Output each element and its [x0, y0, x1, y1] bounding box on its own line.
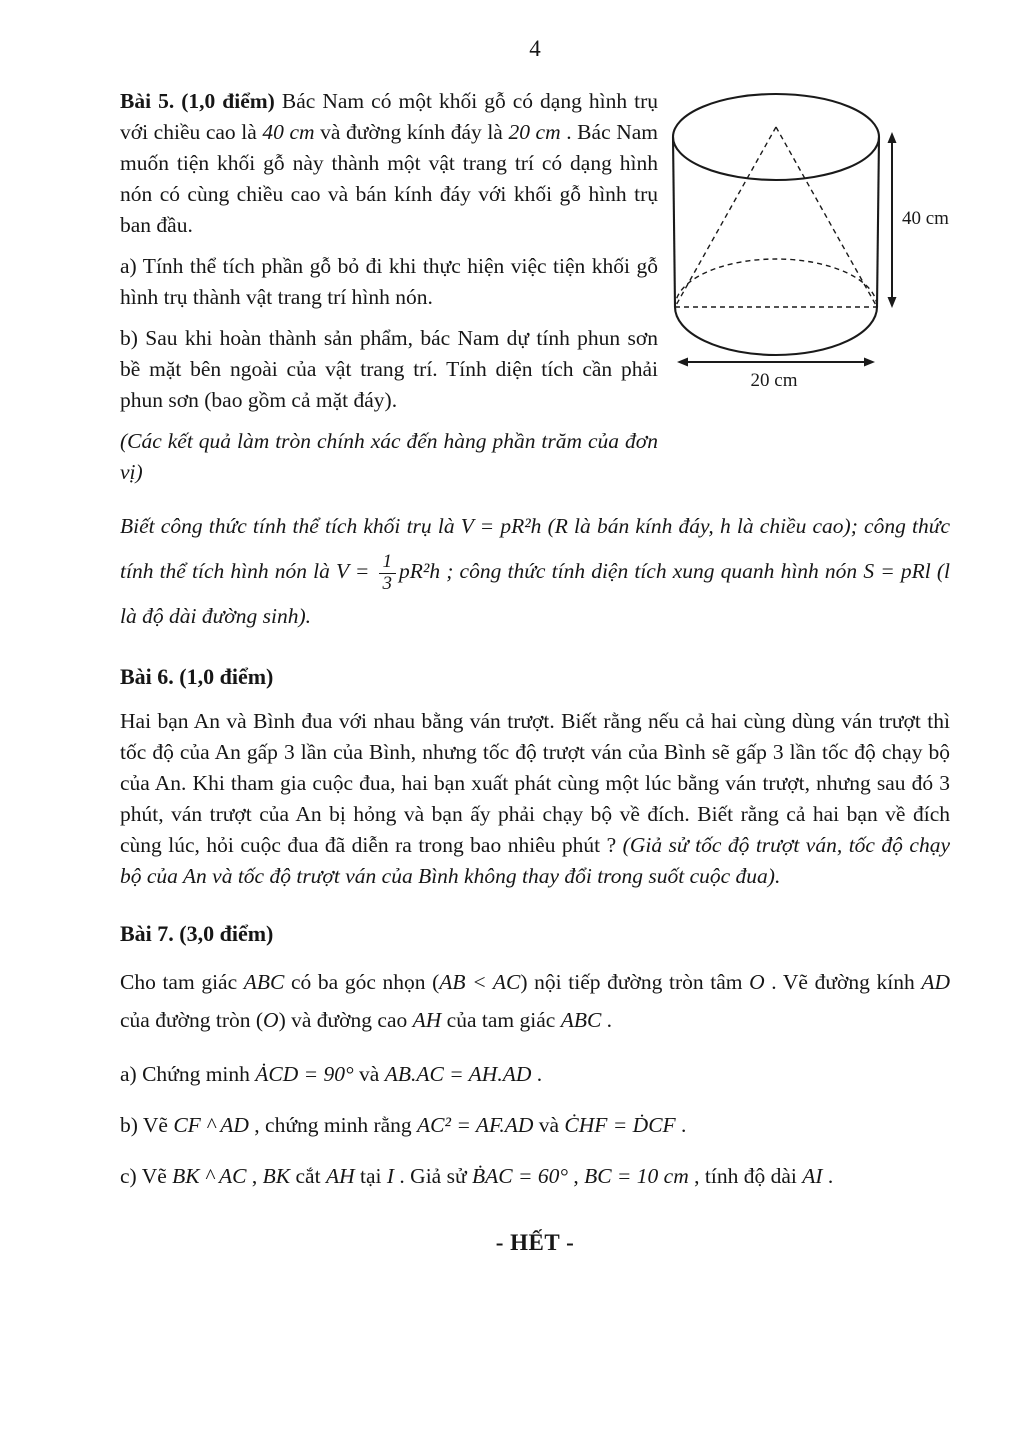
item-b-run-2: , chứng minh rằng	[248, 1112, 418, 1137]
item-a-run-2: và	[353, 1061, 385, 1086]
bai6-body-italic: (Giả sử tốc độ trượt ván, tốc độ chạy bộ của An và tốc độ trượt ván của Bình không thay đổi trong suốt cuộc đua).	[120, 832, 950, 888]
bai7-intro-paragraph	[120, 963, 950, 1039]
math-ad: AD	[921, 969, 951, 994]
bai7-item-a	[120, 1059, 950, 1090]
item-b-run-0: b) Vẽ	[120, 1112, 174, 1137]
bottom-ellipse-back-arc	[675, 259, 877, 307]
math-angle-bac-60: ḂAC = 60°	[471, 1163, 568, 1188]
math-bk-perp-ac: BK ^ AC	[172, 1163, 247, 1188]
math-ab-lt-ac: AB < AC	[439, 969, 521, 994]
bai6-body-normal: Hai bạn An và Bình đua với nhau bằng ván trượt. Biết rằng nếu cả hai cùng dùng ván trượt thì tốc độ của An gấp 3 lần của Bình, nhưng tốc độ trượt ván của Bình sẽ gấp 3 lần tốc độ chạy bộ của An. Khi tham gia cuộc đua, hai bạn xuất phát cùng một lúc bằng ván trượt, nhưng sau đó 3 phút, ván trượt của An bị hỏng và bạn ấy phải chạy bộ về đích. Biết rằng cả hai bạn về đích cùng lúc, hỏi cuộc đua đã diễn ra trong bao nhiêu phút ?	[120, 708, 950, 857]
math-bc-10cm: BC = 10 cm	[584, 1163, 689, 1188]
bai5-rounding-note: (Các kết quả làm tròn chính xác đến hàng phần trăm của đơn vị)	[120, 429, 658, 484]
item-c-run-12: , tính độ dài	[688, 1163, 803, 1188]
math-angle-acd: ȦCD = 90°	[255, 1061, 354, 1086]
bai5-intro-run-4: . Bác Nam muốn tiện khối gỗ này thành một vật trang trí có dạng hình nón có cùng chiều cao và bán kính đáy với khối gỗ hình trụ ban đầu.	[120, 120, 658, 237]
width-arrow	[677, 358, 875, 367]
math-abc: ABC	[243, 969, 285, 994]
bai7-item-b	[120, 1110, 950, 1141]
bai5-heading: Bài 5. (1,0 điểm)	[120, 89, 275, 113]
cylinder-left-side	[673, 137, 675, 307]
item-b-run-6: .	[675, 1112, 687, 1137]
bai7-intro-run-2: có ba góc nhọn (	[284, 969, 440, 994]
bai5-intro-paragraph	[120, 86, 658, 241]
bai7-heading: Bài 7. (3,0 điểm)	[120, 920, 274, 946]
bai5-intro-measure-40: 40 cm	[262, 120, 315, 144]
math-abc-2: ABC	[560, 1007, 602, 1032]
math-ah-2: AH	[325, 1163, 355, 1188]
bai5-item-b: b) Sau khi hoàn thành sản phẩm, bác Nam dự tính phun sơn bề mặt bên ngoài của vật trang trí. Tính diện tích cần phải phun sơn (bao gồm cả mặt đáy).	[120, 326, 658, 412]
item-c-run-10: ,	[567, 1163, 585, 1188]
one-third-fraction	[379, 552, 397, 594]
item-c-run-8: . Giả sử	[394, 1163, 472, 1188]
top-ellipse	[673, 94, 879, 180]
page-number: 4	[529, 36, 541, 61]
bai6-heading: Bài 6. (1,0 điểm)	[120, 663, 274, 689]
item-a-run-4: .	[531, 1061, 543, 1086]
width-label: 20 cm	[750, 370, 798, 391]
bai7-intro-run-0: Cho tam giác	[120, 969, 244, 994]
cylinder-cone-figure	[658, 86, 950, 397]
cone-dashed-lines	[675, 127, 877, 307]
item-c-run-6: tại	[354, 1163, 387, 1188]
item-b-run-4: và	[533, 1112, 565, 1137]
item-c-run-0: c) Vẽ	[120, 1163, 173, 1188]
bai5-text-column	[120, 86, 658, 498]
math-o: O	[749, 969, 765, 994]
bai5-intro-run-0: Bác Nam có một khối gỗ có dạng hình trụ với chiều cao là	[120, 89, 658, 144]
height-label: 40 cm	[902, 208, 949, 229]
math-i: I	[386, 1163, 395, 1188]
item-c-run-2: ,	[246, 1163, 263, 1188]
math-bk: BK	[262, 1163, 291, 1188]
formula-run-1: Biết công thức tính thể tích khối trụ là V = pR²h (R là bán kính đáy, h là chiều cao); công thức tính thể tích hình nón là V =	[120, 514, 950, 583]
fraction-denominator: 3	[382, 572, 393, 594]
fraction-numerator: 1	[379, 552, 397, 574]
bai5-intro-measure-20: 20 cm	[508, 120, 561, 144]
bai5-section	[120, 86, 950, 498]
cylinder-cone-diagram	[658, 90, 950, 392]
end-of-exam-label: - HẾT -	[495, 1229, 575, 1255]
bai6-paragraph	[120, 706, 950, 892]
bai7-intro-run-10: ) và đường cao	[278, 1007, 413, 1032]
math-ah: AH	[412, 1007, 442, 1032]
bai7-intro-run-8: của đường tròn (	[120, 1007, 264, 1032]
bai7-intro-run-12: của tam giác	[441, 1007, 561, 1032]
bai5-item-a: a) Tính thể tích phần gỗ bỏ đi khi thực hiện việc tiện khối gỗ hình trụ thành vật trang trí hình nón.	[120, 254, 658, 309]
item-a-run-0: a) Chứng minh	[120, 1061, 256, 1086]
cylinder-right-side	[877, 137, 879, 307]
item-c-run-4: cắt	[290, 1163, 326, 1188]
bai7-intro-run-4: ) nội tiếp đường tròn tâm	[520, 969, 750, 994]
math-ac-squared: AC² = AF.AD	[417, 1112, 534, 1137]
bottom-ellipse-front-arc	[675, 307, 877, 355]
math-cf-perp-ad: CF ^ AD	[173, 1112, 249, 1137]
math-ai: AI	[802, 1163, 823, 1188]
bai7-intro-run-14: .	[601, 1007, 613, 1032]
height-arrow	[888, 132, 897, 308]
math-angle-chf-dcf: ĊHF = ḊCF	[564, 1112, 676, 1137]
bai7-intro-run-6: . Vẽ đường kính	[764, 969, 922, 994]
bai7-item-c	[120, 1161, 950, 1192]
item-c-run-14: .	[822, 1163, 834, 1188]
math-ab-ac-product: AB.AC = AH.AD	[384, 1061, 532, 1086]
bai5-intro-run-2: và đường kính đáy là	[314, 120, 509, 144]
formula-run-2: pR²h ; công thức tính diện tích xung quanh hình nón S = pRl (l là độ dài đường sinh).	[120, 559, 950, 629]
bai5-formula-paragraph	[120, 504, 950, 639]
math-o-2: O	[263, 1007, 279, 1032]
